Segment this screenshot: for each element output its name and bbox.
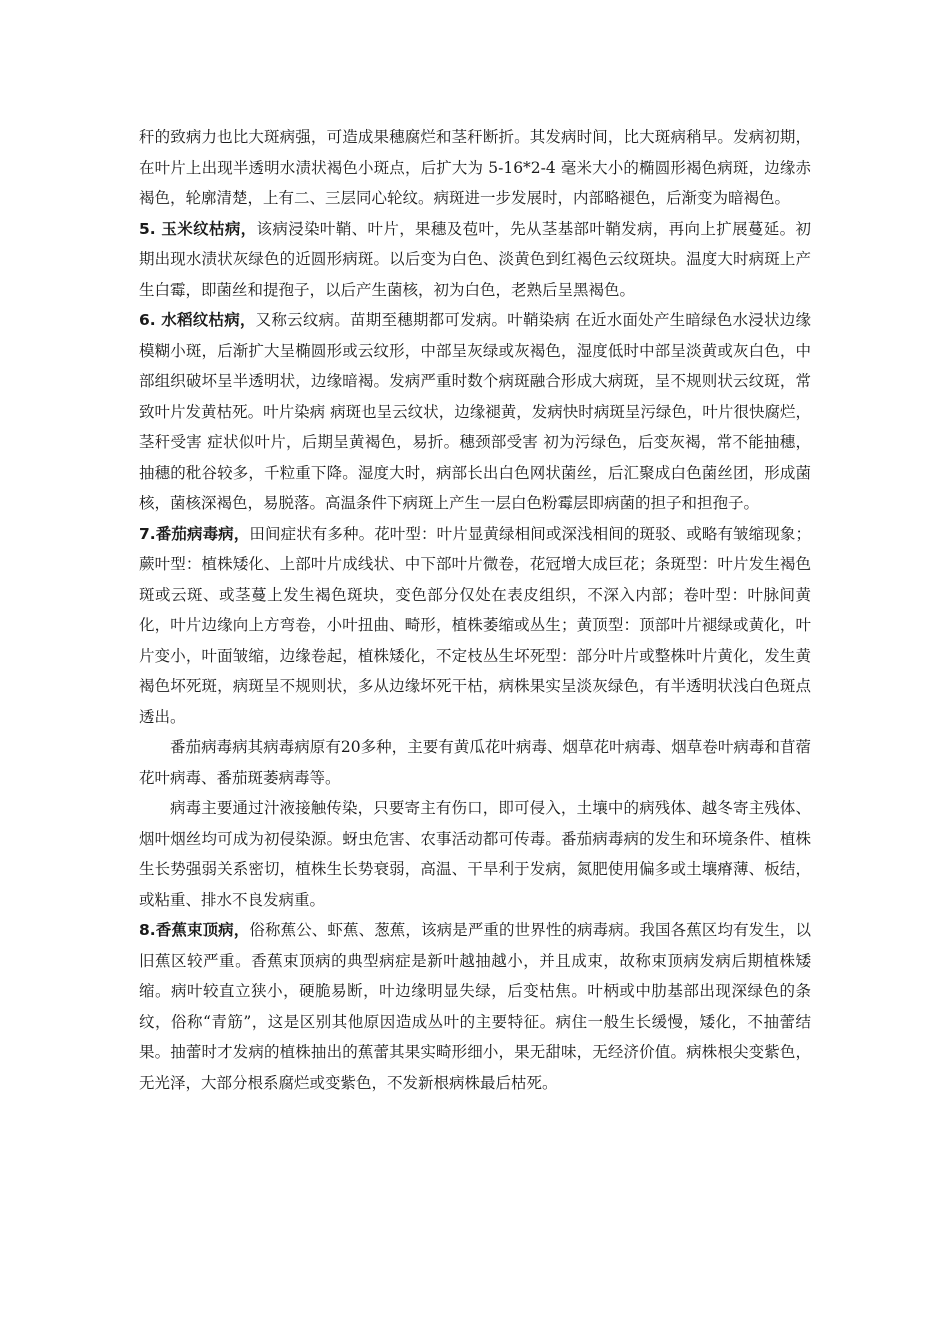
- paragraph-text: 又称云纹病。苗期至穗期都可发病。叶鞘染病 在近水面处产生暗绿色水浸状边缘模糊小斑，后渐扩大呈椭圆形或云纹形，中部呈灰绿或灰褐色，湿度低时中部呈淡黄或灰白色，中部组织破坏呈半透明状，边缘暗褐。发病严重时数个病斑融合形成大病斑，呈不规则状云纹斑，常致叶片发黄枯死。叶片染病 病斑也呈云纹状，边缘褪黄，发病快时病斑呈污绿色，叶片很快腐烂，茎秆受害 症状似叶片，后期呈黄褐色，易折。穗颈部受害 初为污绿色，后变灰褐，常不能抽穗，抽穗的秕谷较多，千粒重下降。湿度大时，病部长出白色网状菌丝，后汇聚成白色菌丝团，形成菌核，菌核深褐色，易脱落。高温条件下病斑上产生一层白色粉霉层即病菌的担子和担孢子。: [139, 311, 811, 512]
- paragraph-corn-sheath-blight: [139, 214, 811, 306]
- section-heading: 7.番茄病毒病，: [139, 524, 250, 543]
- section-heading: 8.香蕉束顶病，: [139, 921, 250, 939]
- paragraph-tomato-transmission: [139, 793, 811, 915]
- paragraph-tomato-virus: [139, 519, 811, 733]
- document-body: [139, 122, 811, 1098]
- paragraph-text: 田间症状有多种。花叶型：叶片显黄绿相间或深浅相间的斑驳、或略有皱缩现象；蕨叶型：植株矮化、上部叶片成线状、中下部叶片微卷，花冠增大成巨花；条斑型：叶片发生褐色斑或云斑、或茎蔓上发生褐色斑块，变色部分仅处在表皮组织，不深入内部；卷叶型：叶脉间黄化，叶片边缘向上方弯卷，小叶扭曲、畸形，植株萎缩或丛生；黄顶型：顶部叶片褪绿或黄化，叶片变小，叶面皱缩，边缘卷起，植株矮化，不定枝丛生坏死型：部分叶片或整株叶片黄化，发生黄褐色坏死斑，病斑呈不规则状，多从边缘坏死干枯，病株果实呈淡灰绿色，有半透明状浅白色斑点透出。: [139, 524, 811, 726]
- paragraph-tomato-pathogens: [139, 732, 811, 793]
- paragraph-text: 番茄病毒病其病毒病原有20多种，主要有黄瓜花叶病毒、烟草花叶病毒、烟草卷叶病毒和苜蓿花叶病毒、番茄斑萎病毒等。: [139, 738, 811, 787]
- paragraph-continuation: [139, 122, 811, 214]
- paragraph-text: 俗称蕉公、虾蕉、葱蕉，该病是严重的世界性的病毒病。我国各蕉区均有发生，以旧蕉区较严重。香蕉束顶病的典型病症是新叶越抽越小，并且成束，故称束顶病发病后期植株矮缩。病叶较直立狭小，硬脆易断，叶边缘明显失绿，后变枯焦。叶柄或中肋基部出现深绿色的条纹，俗称“青筋”，这是区别其他原因造成丛叶的主要特征。病住一般生长缓慢，矮化，不抽蕾结果。抽蕾时才发病的植株抽出的蕉蕾其果实畸形细小，果无甜味，无经济价值。病株根尖变紫色，无光泽，大部分根系腐烂或变紫色，不发新根病株最后枯死。: [139, 921, 811, 1092]
- paragraph-text: 病毒主要通过汁液接触传染，只要寄主有伤口，即可侵入，土壤中的病残体、越冬寄主残体、烟叶烟丝均可成为初侵染源。蚜虫危害、农事活动都可传毒。番茄病毒病的发生和环境条件、植株生长势强弱关系密切，植株生长势衰弱，高温、干旱利于发病，氮肥使用偏多或土壤瘠薄、板结，或粘重、排水不良发病重。: [139, 799, 811, 909]
- paragraph-text: 秆的致病力也比大斑病强，可造成果穗腐烂和茎秆断折。其发病时间，比大斑病稍早。发病初期，在叶片上出现半透明水渍状褐色小斑点，后扩大为 5-16*2-4 毫米大小的椭圆形褐色病斑，边缘赤褐色，轮廓清楚，上有二、三层同心轮纹。病斑进一步发展时，内部略褪色，后渐变为暗褐色。: [139, 128, 811, 207]
- section-heading: 6. 水稻纹枯病，: [139, 311, 256, 329]
- paragraph-rice-sheath-blight: [139, 305, 811, 519]
- section-heading: 5. 玉米纹枯病，: [139, 219, 257, 238]
- paragraph-text: 该病浸染叶鞘、叶片，果穗及苞叶，先从茎基部叶鞘发病，再向上扩展蔓延。初期出现水渍状灰绿色的近圆形病斑。以后变为白色、淡黄色到红褐色云纹斑块。温度大时病斑上产生白霉，即菌丝和提孢子，以后产生菌核，初为白色，老熟后呈黑褐色。: [139, 219, 811, 299]
- paragraph-banana-bunchy-top: [139, 915, 811, 1098]
